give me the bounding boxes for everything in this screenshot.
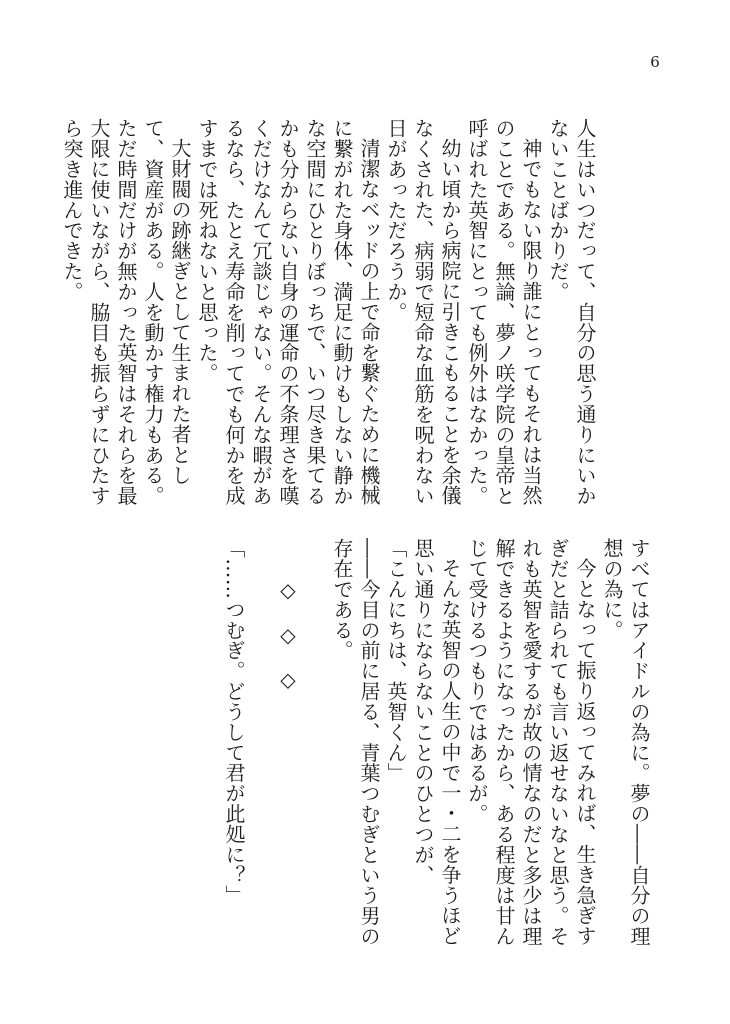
dialogue-line: 「……つむぎ。どうして君が此処に？」 xyxy=(222,538,246,906)
paragraph: 大財閥の跡継ぎとして生まれた者として、資産がある。人を動かす権力もある。ただ時間だけが無かった英智はそれらを最大限に使いながら、脇目も振らずにひたすら突き進んできた。 xyxy=(60,118,192,506)
paragraph: ――今目の前に居る、青葉つむぎという男の存在である。 xyxy=(330,538,381,947)
paragraph: 幼い頃から病院に引きこもることを余儀なくされた、病弱で短命な血筋を呪わない日があっただろうか。 xyxy=(384,118,462,506)
paragraph: 神でもない限り誰にとってもそれは当然のことである。無論、夢ノ咲学院の皇帝と呼ばれた英智にとっても例外はなかった。 xyxy=(465,118,543,506)
upper-text-block xyxy=(58,118,598,520)
scene-break xyxy=(301,538,328,954)
paragraph: 人生はいつだって、自分の思う通りにいかないことばかりだ。 xyxy=(546,118,597,506)
paragraph: 清潔なベッドの上で命を繋ぐために機械に繋がれた身体、満足に動けもしない静かな空間にひとりぼっちで、いつ尽き果てるかも分からない自身の運命の不条理さを嘆くだけなんて冗談じゃない。そんな暇があるなら、たとえ寿命を削ってでも何かを成すまでは死ねないと思った。 xyxy=(195,118,381,506)
paragraph: 今となって振り返ってみれば、生き急ぎすぎだと詰られても言い返せないなと思う。それも英智を愛するが故の情なのだと多少は理解できるようになったから、ある程度は甘んじて受けるつもりではあるが。 xyxy=(465,538,597,947)
scene-break-diamonds: ◇ ◇ ◇ xyxy=(276,578,300,693)
dialogue-line: 「こんにちは、英智くん」 xyxy=(384,538,408,784)
blank-line xyxy=(247,538,274,954)
lower-text-block xyxy=(220,538,652,954)
paragraph: すべてはアイドルの為に。夢の――自分の理想の為に。 xyxy=(600,538,651,947)
page-number: 6 xyxy=(650,53,660,71)
paragraph: そんな英智の人生の中で一・二を争うほど思い通りにならないことのひとつが、 xyxy=(411,538,462,946)
